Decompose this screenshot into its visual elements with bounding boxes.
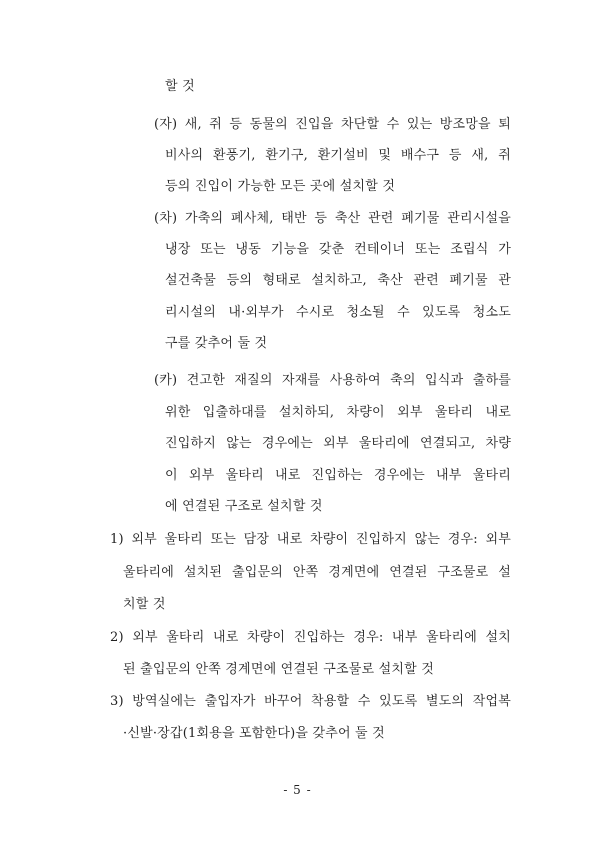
text-line: 설건축물 등의 형태로 설치하고, 축산 관련 폐기물 관 xyxy=(165,273,511,288)
text-line: 진입하지 않는 경우에는 외부 울타리에 연결되고, 차량 xyxy=(165,436,511,451)
text-line: 리시설의 내·외부가 수시로 청소될 수 있도록 청소도 xyxy=(165,305,511,320)
text-line: 구를 갖추어 둘 것 xyxy=(165,336,268,351)
text-line: 치할 것 xyxy=(123,597,166,612)
text-line: 2) 외부 울타리 내로 차량이 진입하는 경우: 내부 울타리에 설치 xyxy=(110,630,511,645)
page-number: - 5 - xyxy=(283,783,312,797)
text-line: (차) 가축의 폐사체, 태반 등 축산 관련 폐기물 관리시설을 xyxy=(154,211,511,226)
text-line: 1) 외부 울타리 또는 담장 내로 차량이 진입하지 않는 경우: 외부 xyxy=(110,532,511,547)
text-line: 위한 입출하대를 설치하되, 차량이 외부 울타리 내로 xyxy=(165,405,511,420)
text-line: 할 것 xyxy=(165,79,195,94)
text-line: (자) 새, 쥐 등 동물의 진입을 차단할 수 있는 방조망을 퇴 xyxy=(154,117,511,132)
text-line: 비사의 환풍기, 환기구, 환기설비 및 배수구 등 새, 쥐 xyxy=(165,148,511,163)
text-line: 냉장 또는 냉동 기능을 갖춘 컨테이너 또는 조립식 가 xyxy=(165,242,511,257)
text-line: 울타리에 설치된 출입문의 안쪽 경계면에 연결된 구조물로 설 xyxy=(123,565,511,580)
text-line: 등의 진입이 가능한 모든 곳에 설치할 것 xyxy=(165,179,396,194)
text-line: 이 외부 울타리 내로 진입하는 경우에는 내부 울타리 xyxy=(165,468,511,483)
text-line: ·신발·장갑(1회용을 포함한다)을 갖추어 둘 것 xyxy=(123,726,385,741)
text-line: 3) 방역실에는 출입자가 바꾸어 착용할 수 있도록 별도의 작업복 xyxy=(110,694,511,709)
text-line: 에 연결된 구조로 설치할 것 xyxy=(165,499,323,514)
text-line: 된 출입문의 안쪽 경계면에 연결된 구조물로 설치할 것 xyxy=(123,662,435,677)
text-line: (카) 견고한 재질의 자재를 사용하여 축의 입식과 출하를 xyxy=(154,373,511,388)
